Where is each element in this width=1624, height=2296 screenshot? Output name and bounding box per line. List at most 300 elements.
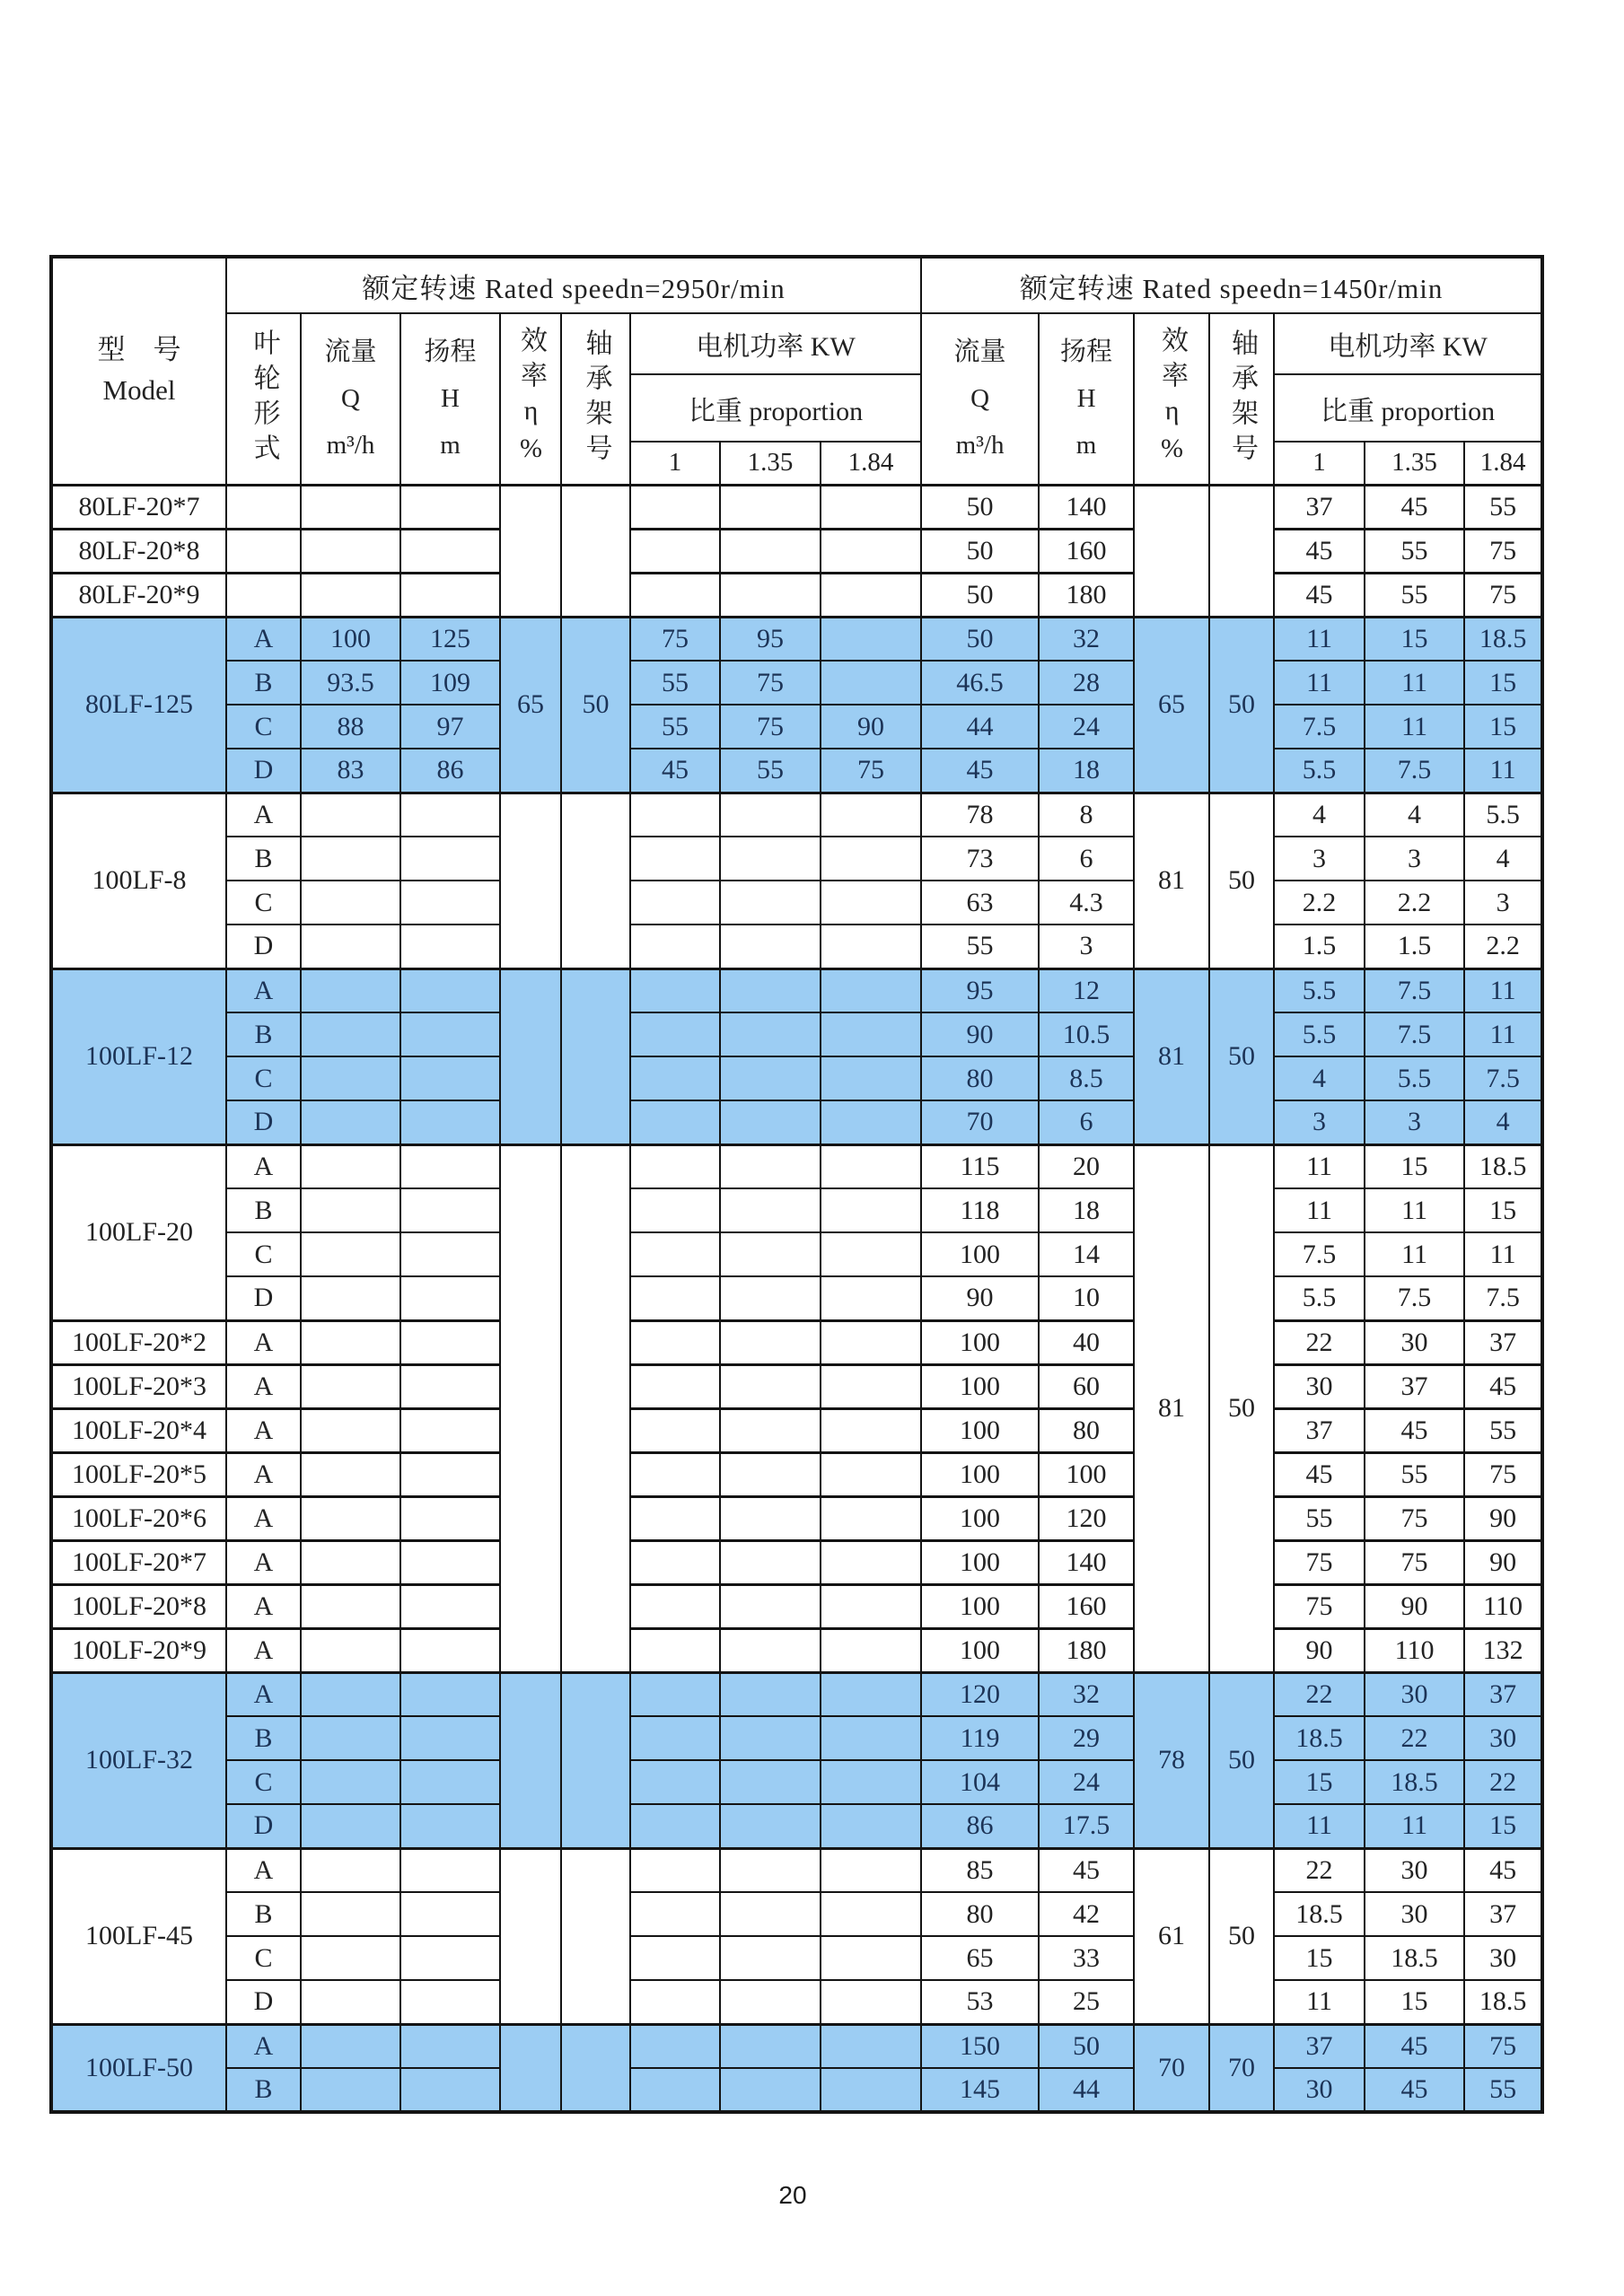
power-1450-cell: 4 — [1365, 793, 1464, 837]
power-2950-cell — [821, 1056, 921, 1100]
impeller-cell: C — [226, 1760, 301, 1804]
impeller-cell: A — [226, 1408, 301, 1452]
flow-2950-cell — [301, 2024, 400, 2068]
power-2950-cell — [821, 837, 921, 881]
power-2950-cell — [821, 1760, 921, 1804]
power-2950-cell — [821, 1276, 921, 1320]
power-1450-cell: 55 — [1365, 529, 1464, 573]
table-row — [51, 1320, 1542, 1364]
flow-1450-cell: 100 — [921, 1320, 1039, 1364]
table-row — [51, 1056, 1542, 1100]
power-2950-cell — [720, 2068, 821, 2112]
impeller-cell: C — [226, 1232, 301, 1276]
flow-1450-cell: 50 — [921, 529, 1039, 573]
power-1450-cell: 5.5 — [1464, 793, 1542, 837]
table-row — [51, 1496, 1542, 1540]
flow-1450-cell: 100 — [921, 1232, 1039, 1276]
power-1450-cell: 7.5 — [1365, 749, 1464, 793]
head-2950-cell — [400, 1408, 500, 1452]
head-2950-cell — [400, 925, 500, 968]
flow-1450-cell: 104 — [921, 1760, 1039, 1804]
power-1450-cell: 15 — [1464, 705, 1542, 749]
flow-1450-cell: 150 — [921, 2024, 1039, 2068]
power-2950-cell — [630, 2024, 720, 2068]
flow-1450-cell: 78 — [921, 793, 1039, 837]
bearing-1450-cell: 50 — [1209, 1672, 1274, 1848]
flow-1450-cell: 70 — [921, 1100, 1039, 1144]
power-1450-cell: 3 — [1365, 1100, 1464, 1144]
power-2950-cell — [821, 1936, 921, 1980]
power-1450-cell: 11 — [1274, 661, 1365, 705]
flow-2950-cell: 83 — [301, 749, 400, 793]
bearing-1450-cell: 70 — [1209, 2024, 1274, 2112]
power-1450-cell: 3 — [1365, 837, 1464, 881]
impeller-cell: A — [226, 2024, 301, 2068]
power-1450-cell: 75 — [1464, 2024, 1542, 2068]
model-cell: 100LF-45 — [51, 1848, 226, 2024]
power-2950-cell — [720, 1936, 821, 1980]
power-2950-cell: 45 — [630, 749, 720, 793]
power-1450-cell: 90 — [1464, 1496, 1542, 1540]
flow-column-header-1450: 流量 Q m³/h — [921, 313, 1039, 485]
ratio-135-header-1450: 1.35 — [1365, 442, 1464, 485]
power-1450-cell: 75 — [1464, 573, 1542, 617]
impeller-cell: D — [226, 1980, 301, 2024]
power-2950-cell — [630, 2068, 720, 2112]
flow-1450-cell: 73 — [921, 837, 1039, 881]
flow-2950-cell — [301, 1144, 400, 1188]
head-2950-cell — [400, 1144, 500, 1188]
power-2950-cell: 75 — [720, 661, 821, 705]
efficiency-1450-cell: 81 — [1134, 968, 1209, 1144]
power-2950-cell — [821, 1452, 921, 1496]
table-row — [51, 1936, 1542, 1980]
table-row — [51, 968, 1542, 1012]
power-2950-cell — [720, 1144, 821, 1188]
power-1450-cell: 5.5 — [1274, 1012, 1365, 1056]
power-1450-cell: 4 — [1274, 793, 1365, 837]
power-2950-cell — [720, 1364, 821, 1408]
pump-spec-table — [49, 255, 1544, 2114]
head-1450-cell: 32 — [1039, 1672, 1134, 1716]
table-row — [51, 1232, 1542, 1276]
table-row — [51, 837, 1542, 881]
head-2950-cell — [400, 1496, 500, 1540]
power-1450-cell: 11 — [1365, 1188, 1464, 1232]
table-row — [51, 1100, 1542, 1144]
flow-1450-cell: 90 — [921, 1276, 1039, 1320]
head-1450-cell: 80 — [1039, 1408, 1134, 1452]
head-1450-cell: 100 — [1039, 1452, 1134, 1496]
power-2950-cell — [821, 2024, 921, 2068]
power-2950-cell — [630, 1716, 720, 1760]
power-1450-cell: 37 — [1464, 1320, 1542, 1364]
power-1450-cell: 5.5 — [1274, 1276, 1365, 1320]
table-row — [51, 1804, 1542, 1848]
head-2950-cell — [400, 1100, 500, 1144]
impeller-cell — [226, 485, 301, 529]
power-1450-cell: 30 — [1274, 1364, 1365, 1408]
power-2950-cell — [720, 1672, 821, 1716]
power-1450-cell: 45 — [1365, 2068, 1464, 2112]
power-2950-cell — [821, 1012, 921, 1056]
table-row — [51, 573, 1542, 617]
head-1450-cell: 17.5 — [1039, 1804, 1134, 1848]
impeller-cell: C — [226, 1056, 301, 1100]
head-2950-cell: 125 — [400, 617, 500, 661]
impeller-cell: A — [226, 1540, 301, 1584]
head-2950-cell — [400, 2068, 500, 2112]
model-header-en: Model — [102, 374, 176, 407]
power-2950-cell — [821, 1188, 921, 1232]
head-1450-cell: 24 — [1039, 1760, 1134, 1804]
power-2950-cell — [821, 1408, 921, 1452]
table-row — [51, 1144, 1542, 1188]
flow-1450-cell: 45 — [921, 749, 1039, 793]
model-cell: 100LF-20*5 — [51, 1452, 226, 1496]
table-row — [51, 485, 1542, 529]
power-1450-cell: 75 — [1464, 529, 1542, 573]
power-2950-cell — [821, 1232, 921, 1276]
impeller-cell: A — [226, 1144, 301, 1188]
model-cell: 100LF-12 — [51, 968, 226, 1144]
power-1450-cell: 11 — [1274, 1980, 1365, 2024]
power-1450-cell: 18.5 — [1365, 1936, 1464, 1980]
power-2950-cell — [720, 1628, 821, 1672]
power-1450-cell: 15 — [1464, 1804, 1542, 1848]
ratio-184-header-2950: 1.84 — [821, 442, 921, 485]
bearing-1450-cell: 50 — [1209, 1848, 1274, 2024]
head-1450-cell: 180 — [1039, 1628, 1134, 1672]
power-1450-cell: 55 — [1464, 485, 1542, 529]
power-1450-cell: 55 — [1365, 1452, 1464, 1496]
model-cell: 100LF-20*3 — [51, 1364, 226, 1408]
power-2950-cell — [720, 1232, 821, 1276]
head-column-header-2950: 扬程 H m — [400, 313, 500, 485]
power-1450-cell: 75 — [1365, 1496, 1464, 1540]
power-1450-cell: 22 — [1274, 1320, 1365, 1364]
flow-1450-cell: 119 — [921, 1716, 1039, 1760]
impeller-cell: A — [226, 1584, 301, 1628]
head-1450-cell: 18 — [1039, 1188, 1134, 1232]
flow-2950-cell — [301, 1408, 400, 1452]
power-1450-cell: 37 — [1274, 1408, 1365, 1452]
table-row — [51, 1188, 1542, 1232]
flow-1450-cell: 100 — [921, 1364, 1039, 1408]
power-2950-cell — [720, 1540, 821, 1584]
flow-2950-cell — [301, 881, 400, 925]
flow-1450-cell: 100 — [921, 1452, 1039, 1496]
head-1450-cell: 44 — [1039, 2068, 1134, 2112]
power-2950-cell — [720, 1276, 821, 1320]
table-row — [51, 1980, 1542, 2024]
power-2950-cell — [630, 485, 720, 529]
head-2950-cell — [400, 573, 500, 617]
power-2950-cell — [630, 1760, 720, 1804]
model-cell: 80LF-125 — [51, 617, 226, 793]
table-row — [51, 1540, 1542, 1584]
table-row — [51, 661, 1542, 705]
bearing-2950-cell — [561, 1848, 630, 2024]
head-1450-cell: 8 — [1039, 793, 1134, 837]
power-1450-cell: 11 — [1274, 1804, 1365, 1848]
bearing-column-header-1450: 轴承架号 — [1209, 313, 1274, 485]
power-1450-cell: 30 — [1365, 1672, 1464, 1716]
impeller-cell: D — [226, 1804, 301, 1848]
head-1450-cell: 42 — [1039, 1892, 1134, 1936]
power-1450-cell: 18.5 — [1464, 617, 1542, 661]
flow-2950-cell — [301, 1496, 400, 1540]
table-row — [51, 1760, 1542, 1804]
table-row — [51, 705, 1542, 749]
impeller-cell: B — [226, 1716, 301, 1760]
power-2950-cell — [720, 1100, 821, 1144]
table-row — [51, 2024, 1542, 2068]
power-1450-cell: 7.5 — [1464, 1276, 1542, 1320]
flow-2950-cell — [301, 529, 400, 573]
flow-2950-cell — [301, 1584, 400, 1628]
power-1450-cell: 37 — [1274, 485, 1365, 529]
power-2950-cell — [720, 1056, 821, 1100]
power-1450-cell: 90 — [1464, 1540, 1542, 1584]
head-2950-cell — [400, 1012, 500, 1056]
power-2950-cell — [720, 793, 821, 837]
power-2950-cell: 55 — [720, 749, 821, 793]
head-1450-cell: 45 — [1039, 1848, 1134, 1892]
flow-1450-cell: 120 — [921, 1672, 1039, 1716]
head-1450-cell: 12 — [1039, 968, 1134, 1012]
flow-1450-cell: 145 — [921, 2068, 1039, 2112]
head-1450-cell: 4.3 — [1039, 881, 1134, 925]
power-1450-cell: 45 — [1365, 2024, 1464, 2068]
head-1450-cell: 160 — [1039, 1584, 1134, 1628]
flow-1450-cell: 63 — [921, 881, 1039, 925]
flow-1450-cell: 90 — [921, 1012, 1039, 1056]
power-1450-cell: 45 — [1464, 1364, 1542, 1408]
head-column-header-1450: 扬程 H m — [1039, 313, 1134, 485]
head-1450-cell: 33 — [1039, 1936, 1134, 1980]
power-2950-cell — [630, 793, 720, 837]
power-2950-cell — [630, 1628, 720, 1672]
table-row — [51, 1408, 1542, 1452]
head-2950-cell — [400, 1892, 500, 1936]
table-row — [51, 1848, 1542, 1892]
power-1450-cell: 75 — [1464, 1452, 1542, 1496]
power-2950-cell — [720, 1320, 821, 1364]
flow-1450-cell: 118 — [921, 1188, 1039, 1232]
power-2950-cell — [821, 968, 921, 1012]
model-cell: 100LF-20*7 — [51, 1540, 226, 1584]
flow-2950-cell — [301, 1188, 400, 1232]
flow-2950-cell: 88 — [301, 705, 400, 749]
power-2950-cell — [821, 1672, 921, 1716]
power-2950-cell — [630, 1276, 720, 1320]
head-2950-cell: 109 — [400, 661, 500, 705]
flow-2950-cell — [301, 1364, 400, 1408]
power-1450-cell: 1.5 — [1365, 925, 1464, 968]
power-1450-cell: 22 — [1464, 1760, 1542, 1804]
efficiency-column-header-1450: 效率η% — [1134, 313, 1209, 485]
head-2950-cell — [400, 968, 500, 1012]
power-2950-cell — [821, 1496, 921, 1540]
power-2950-cell — [821, 617, 921, 661]
efficiency-1450-cell: 78 — [1134, 1672, 1209, 1848]
power-2950-cell — [821, 1716, 921, 1760]
table-row — [51, 1452, 1542, 1496]
impeller-cell: C — [226, 1936, 301, 1980]
power-1450-cell: 75 — [1274, 1540, 1365, 1584]
flow-1450-cell: 100 — [921, 1540, 1039, 1584]
power-2950-cell — [630, 1892, 720, 1936]
impeller-cell: A — [226, 1320, 301, 1364]
impeller-cell: D — [226, 749, 301, 793]
table-row — [51, 1628, 1542, 1672]
power-2950-cell — [821, 1892, 921, 1936]
power-2950-cell — [821, 1584, 921, 1628]
flow-1450-cell: 86 — [921, 1804, 1039, 1848]
efficiency-column-header-2950: 效率η% — [500, 313, 561, 485]
power-1450-cell: 22 — [1365, 1716, 1464, 1760]
power-2950-cell — [821, 1848, 921, 1892]
head-1450-cell: 180 — [1039, 573, 1134, 617]
head-2950-cell — [400, 1188, 500, 1232]
power-1450-cell: 55 — [1464, 2068, 1542, 2112]
power-1450-cell: 15 — [1464, 1188, 1542, 1232]
head-1450-cell: 3 — [1039, 925, 1134, 968]
power-2950-cell — [821, 1540, 921, 1584]
table-row — [51, 2068, 1542, 2112]
power-1450-cell: 75 — [1274, 1584, 1365, 1628]
power-2950-cell — [821, 1628, 921, 1672]
power-2950-cell: 75 — [821, 749, 921, 793]
head-1450-cell: 18 — [1039, 749, 1134, 793]
power-1450-cell: 11 — [1464, 749, 1542, 793]
impeller-cell: B — [226, 661, 301, 705]
power-1450-cell: 11 — [1274, 1188, 1365, 1232]
power-1450-cell: 5.5 — [1274, 968, 1365, 1012]
power-1450-cell: 11 — [1365, 1804, 1464, 1848]
head-2950-cell — [400, 1848, 500, 1892]
power-1450-cell: 30 — [1365, 1892, 1464, 1936]
bearing-column-header-2950: 轴承架号 — [561, 313, 630, 485]
proportion-header-2950: 比重 proportion — [630, 374, 921, 442]
power-2950-cell — [630, 1540, 720, 1584]
power-1450-cell: 11 — [1464, 968, 1542, 1012]
head-2950-cell — [400, 881, 500, 925]
flow-2950-cell — [301, 1540, 400, 1584]
head-2950-cell — [400, 1936, 500, 1980]
power-2950-cell — [821, 1364, 921, 1408]
table-row — [51, 1716, 1542, 1760]
power-1450-cell: 2.2 — [1365, 881, 1464, 925]
head-2950-cell — [400, 1452, 500, 1496]
power-2950-cell — [630, 1672, 720, 1716]
impeller-cell: B — [226, 1188, 301, 1232]
flow-1450-cell: 95 — [921, 968, 1039, 1012]
head-2950-cell — [400, 1628, 500, 1672]
power-1450-cell: 18.5 — [1464, 1980, 1542, 2024]
impeller-cell: A — [226, 968, 301, 1012]
power-2950-cell — [630, 529, 720, 573]
efficiency-1450-cell: 81 — [1134, 793, 1209, 968]
power-2950-cell — [630, 1144, 720, 1188]
flow-2950-cell — [301, 925, 400, 968]
impeller-cell: C — [226, 705, 301, 749]
power-2950-cell — [630, 1320, 720, 1364]
power-1450-cell: 7.5 — [1274, 1232, 1365, 1276]
power-1450-cell: 15 — [1464, 661, 1542, 705]
flow-1450-cell: 115 — [921, 1144, 1039, 1188]
flow-2950-cell — [301, 1628, 400, 1672]
flow-2950-cell — [301, 1980, 400, 2024]
efficiency-1450-cell: 61 — [1134, 1848, 1209, 2024]
model-cell: 100LF-20*2 — [51, 1320, 226, 1364]
power-1450-cell: 11 — [1365, 661, 1464, 705]
power-2950-cell — [821, 1144, 921, 1188]
power-1450-cell: 2.2 — [1464, 925, 1542, 968]
flow-2950-cell — [301, 573, 400, 617]
table-row — [51, 617, 1542, 661]
power-1450-cell: 1.5 — [1274, 925, 1365, 968]
model-cell: 100LF-8 — [51, 793, 226, 968]
head-2950-cell — [400, 1804, 500, 1848]
power-2950-cell — [720, 925, 821, 968]
flow-2950-cell — [301, 1804, 400, 1848]
power-1450-cell: 15 — [1365, 617, 1464, 661]
head-1450-cell: 120 — [1039, 1496, 1134, 1540]
power-2950-cell — [630, 1188, 720, 1232]
power-2950-cell — [821, 881, 921, 925]
bearing-1450-cell: 50 — [1209, 968, 1274, 1144]
efficiency-2950-cell — [500, 1848, 561, 2024]
head-1450-cell: 60 — [1039, 1364, 1134, 1408]
table-row — [51, 529, 1542, 573]
flow-2950-cell — [301, 793, 400, 837]
power-2950-cell — [720, 1892, 821, 1936]
ratio-184-header-1450: 1.84 — [1464, 442, 1542, 485]
power-2950-cell: 55 — [630, 661, 720, 705]
efficiency-1450-cell — [1134, 485, 1209, 617]
bearing-2950-cell — [561, 485, 630, 617]
head-2950-cell — [400, 1320, 500, 1364]
flow-2950-cell — [301, 1716, 400, 1760]
flow-2950-cell — [301, 1056, 400, 1100]
model-cell: 80LF-20*7 — [51, 485, 226, 529]
power-2950-cell: 95 — [720, 617, 821, 661]
efficiency-2950-cell — [500, 2024, 561, 2112]
power-2950-cell — [720, 1848, 821, 1892]
power-2950-cell — [821, 1100, 921, 1144]
power-2950-cell — [821, 529, 921, 573]
head-1450-cell: 8.5 — [1039, 1056, 1134, 1100]
head-2950-cell — [400, 1980, 500, 2024]
power-1450-cell: 7.5 — [1464, 1056, 1542, 1100]
power-2950-cell — [630, 1496, 720, 1540]
flow-1450-cell: 50 — [921, 573, 1039, 617]
power-2950-cell: 75 — [720, 705, 821, 749]
flow-2950-cell — [301, 1892, 400, 1936]
power-2950-cell — [720, 881, 821, 925]
power-2950-cell — [720, 573, 821, 617]
efficiency-2950-cell — [500, 485, 561, 617]
power-1450-cell: 22 — [1274, 1672, 1365, 1716]
power-1450-cell: 11 — [1464, 1232, 1542, 1276]
flow-1450-cell: 53 — [921, 1980, 1039, 2024]
head-1450-cell: 6 — [1039, 837, 1134, 881]
impeller-cell: D — [226, 1100, 301, 1144]
power-1450-cell: 22 — [1274, 1848, 1365, 1892]
power-1450-cell: 5.5 — [1274, 749, 1365, 793]
